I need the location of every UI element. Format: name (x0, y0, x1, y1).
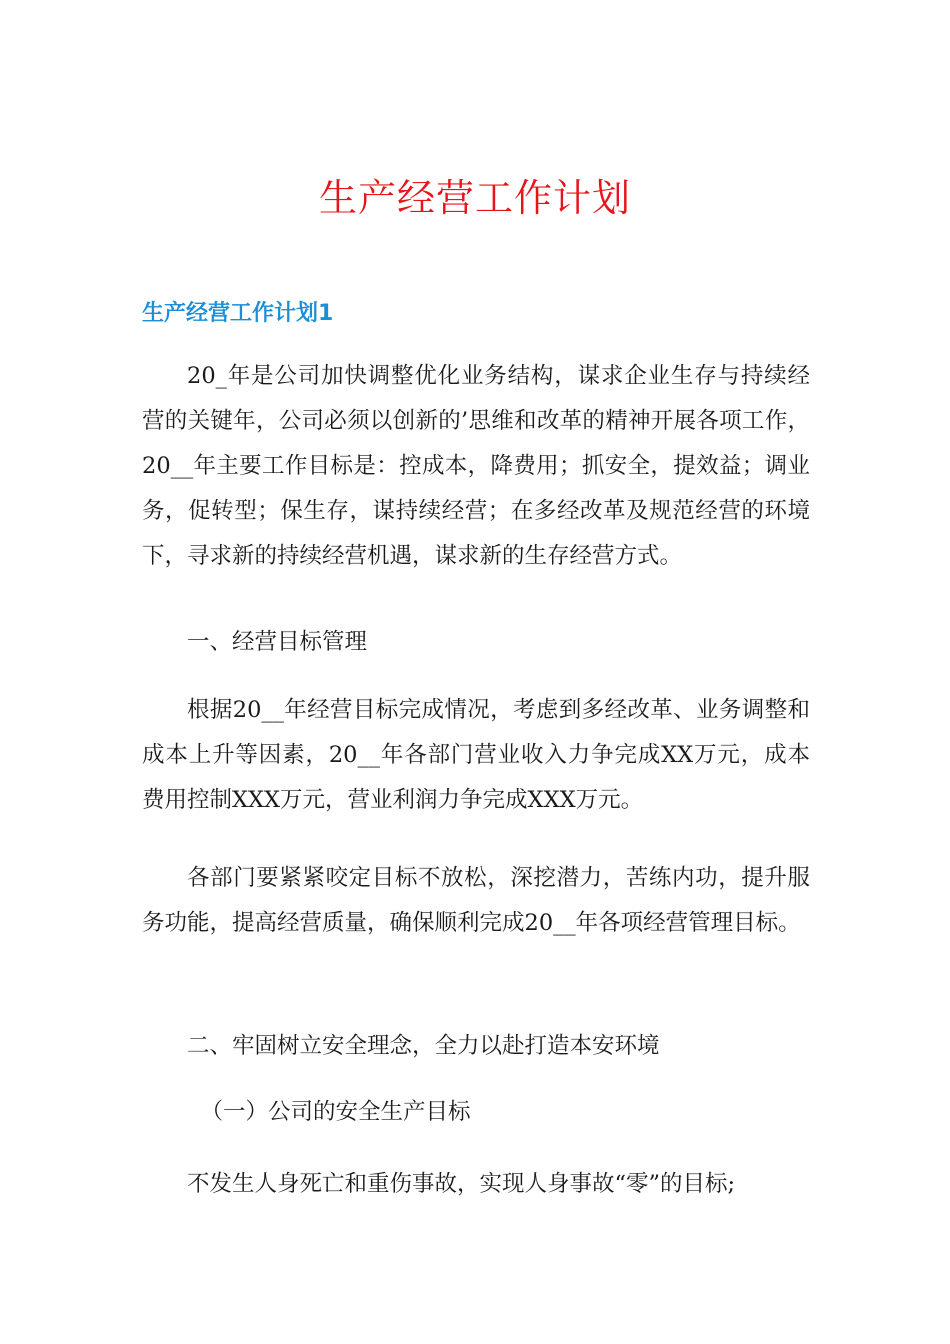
document-title: 生产经营工作计划 (318, 176, 631, 220)
paragraph-intro: 20_年是公司加快调整优化业务结构，谋求企业生存与持续经营的关键年，公司必须以创新的’思维和改革的精神开展各项工作，20__年主要工作目标是：控成本，降费用；抓安全，提效益；调业务，促转型；保生存，谋持续经营；在多经改革及规范经营的环境下，寻求新的持续经营机遇，谋求新的生存经营方式。 (142, 363, 810, 569)
paragraph-heading-safety: 二、牢固树立安全理念，全力以赴打造本安环境 (187, 1033, 660, 1059)
paragraph-department-requirements: 各部门要紧紧咬定目标不放松，深挖潜力，苦练内功，提升服务功能，提高经营质量，确保顺利完成20__年各项经营管理目标。 (142, 865, 810, 936)
paragraph-revenue-targets: 根据20__年经营目标完成情况，考虑到多经改革、业务调整和成本上升等因素，20__年各部门营业收入力争完成XX万元，成本费用控制XXX万元，营业利润力争完成XXX万元。 (142, 697, 810, 813)
paragraph-safety-target: 不发生人身死亡和重伤事故，实现人身事故“零”的目标; (187, 1171, 736, 1197)
section-heading: 生产经营工作计划1 (142, 301, 334, 326)
paragraph-heading-business-goals: 一、经营目标管理 (187, 629, 368, 655)
paragraph-subheading-safety-goals: （一）公司的安全生产目标 (200, 1099, 471, 1125)
